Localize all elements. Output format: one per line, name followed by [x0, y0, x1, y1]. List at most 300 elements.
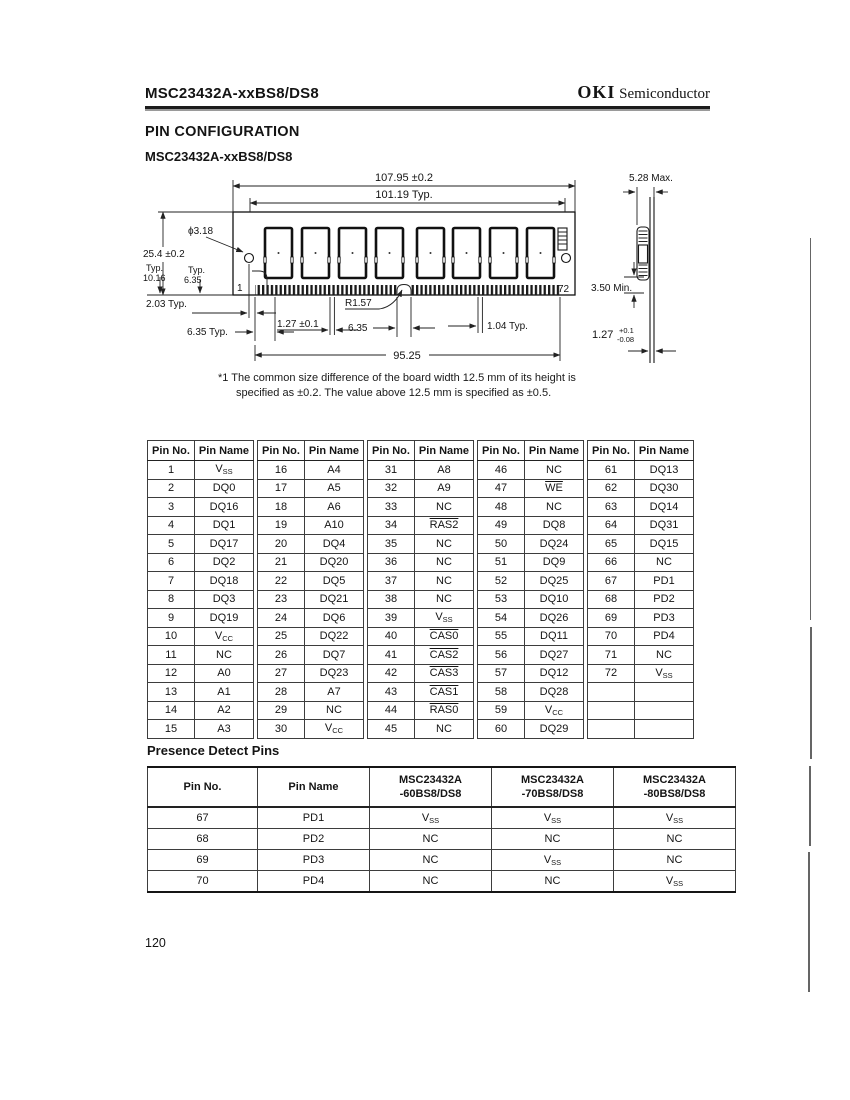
pin-row	[148, 479, 254, 498]
pin-no-cell: 48	[478, 498, 525, 517]
presence-row	[148, 871, 736, 893]
pin-name-cell: NC	[525, 498, 584, 517]
pin-name-cell: DQ28	[525, 683, 584, 702]
pin-no-cell: 32	[368, 479, 415, 498]
pin-row	[258, 553, 364, 572]
pin-no-cell: 54	[478, 609, 525, 628]
dim-board-height: 25.4 ±0.2	[143, 249, 185, 260]
pin-row	[478, 720, 584, 739]
pin-name-cell: $\overline{WE}$	[525, 479, 584, 498]
pin-name-cell: DQ15	[635, 535, 694, 554]
pin-no-cell: 21	[258, 553, 305, 572]
pin-no-cell: 13	[148, 683, 195, 702]
pin-no-cell: 26	[258, 646, 305, 665]
pin-row	[148, 701, 254, 720]
presence-col-header: MSC23432A -80BS8/DS8	[614, 767, 736, 807]
dim-radius: R1.57	[345, 298, 372, 309]
pin-row	[258, 535, 364, 554]
pin-no-cell: 60	[478, 720, 525, 739]
pin-col-header: Pin Name	[305, 441, 364, 461]
presence-value: NC	[614, 850, 736, 871]
pin-col-header: Pin No.	[258, 441, 305, 461]
pin-name-cell: NC	[415, 572, 474, 591]
pin-name-cell: A0	[195, 664, 254, 683]
presence-col-header: MSC23432A -70BS8/DS8	[492, 767, 614, 807]
pin-name-cell: DQ0	[195, 479, 254, 498]
pin-row	[478, 516, 584, 535]
pin-name-cell: DQ9	[525, 553, 584, 572]
edge-contacts-left	[255, 285, 397, 295]
pin-no-cell: 29	[258, 701, 305, 720]
pin-row	[258, 646, 364, 665]
dim-pin-width: 1.04 Typ.	[487, 321, 528, 332]
pin-no-cell: 11	[148, 646, 195, 665]
side-board-lines	[650, 197, 654, 363]
pin-no-cell: 6	[148, 553, 195, 572]
pin-row	[478, 609, 584, 628]
pin-no-cell: 62	[588, 479, 635, 498]
pin-name-cell: DQ27	[525, 646, 584, 665]
pin-row	[148, 683, 254, 702]
pin-row	[478, 498, 584, 517]
pin-name-cell: DQ14	[635, 498, 694, 517]
presence-value: NC	[492, 829, 614, 850]
pin-no-cell: 56	[478, 646, 525, 665]
pin-name-cell: A5	[305, 479, 364, 498]
pin-row	[478, 646, 584, 665]
footnote-line-1: *1 The common size difference of the board width 12.5 mm of its height is	[218, 372, 576, 384]
pin-name-cell: DQ23	[305, 664, 364, 683]
dim-thickness: 1.27	[592, 329, 614, 341]
pin-row	[478, 535, 584, 554]
pin-name-cell: DQ2	[195, 553, 254, 572]
pin-name-cell: DQ1	[195, 516, 254, 535]
pin-row	[588, 646, 694, 665]
pin-name-cell: DQ13	[635, 461, 694, 480]
dim-thickness-plus: +0.1	[619, 326, 634, 335]
dim-typ-635: 6.35	[184, 275, 202, 285]
pin-name-cell: DQ29	[525, 720, 584, 739]
header-rule	[145, 106, 710, 109]
pin-name-cell: A1	[195, 683, 254, 702]
drawing-footnote	[218, 371, 576, 401]
presence-pin-name: PD4	[258, 871, 370, 893]
dim-typ-label-a: Typ.	[146, 263, 164, 273]
pin-no-cell: 10	[148, 627, 195, 646]
pin-row	[258, 479, 364, 498]
pin-row	[478, 701, 584, 720]
small-component	[558, 228, 567, 250]
pin-name-cell	[635, 683, 694, 702]
pin-no-cell: 71	[588, 646, 635, 665]
pin-no-cell: 37	[368, 572, 415, 591]
presence-value: VSS	[614, 871, 736, 893]
pin-no-cell: 16	[258, 461, 305, 480]
pin-name-cell: NC	[635, 646, 694, 665]
pin-no-cell: 3	[148, 498, 195, 517]
pin-row	[368, 627, 474, 646]
pin-row	[588, 720, 694, 739]
pin-no-cell: 40	[368, 627, 415, 646]
pin-name-cell: RAS2	[415, 516, 474, 535]
pin-no-cell: 15	[148, 720, 195, 739]
pin-name-cell: DQ3	[195, 590, 254, 609]
pin-no-cell: 44	[368, 701, 415, 720]
pin-row	[258, 701, 364, 720]
dim-offset-b: 6.35 Typ.	[187, 327, 228, 338]
pin-row	[148, 646, 254, 665]
pin-row	[258, 572, 364, 591]
presence-pin-no: 69	[148, 850, 258, 871]
pin-name-cell: DQ18	[195, 572, 254, 591]
pin-name-cell: VSS	[635, 664, 694, 683]
pin-1-label: 1	[237, 283, 243, 294]
pin-row	[148, 553, 254, 572]
pin-no-cell: 33	[368, 498, 415, 517]
pin-no-cell: 51	[478, 553, 525, 572]
presence-pin-no: 70	[148, 871, 258, 893]
pin-col-header: Pin Name	[195, 441, 254, 461]
dim-notch-width: 6.35	[348, 323, 368, 334]
pin-no-cell: 25	[258, 627, 305, 646]
pin-name-cell: A8	[415, 461, 474, 480]
scan-artifact-line	[809, 766, 811, 846]
presence-pin-name: PD2	[258, 829, 370, 850]
pin-row	[588, 572, 694, 591]
pin-no-cell: 58	[478, 683, 525, 702]
pin-row	[588, 627, 694, 646]
pin-row	[478, 683, 584, 702]
pin-no-cell: 69	[588, 609, 635, 628]
pin-row	[588, 590, 694, 609]
pin-row	[258, 664, 364, 683]
pin-row	[368, 609, 474, 628]
presence-table	[147, 766, 736, 893]
pin-name-cell: DQ24	[525, 535, 584, 554]
pin-name-cell: DQ17	[195, 535, 254, 554]
pin-name-cell: DQ21	[305, 590, 364, 609]
pin-name-cell: DQ7	[305, 646, 364, 665]
pin-row	[478, 572, 584, 591]
pin-name-cell: A9	[415, 479, 474, 498]
pin-no-cell	[588, 701, 635, 720]
pin-row	[368, 498, 474, 517]
brand	[577, 82, 710, 103]
pin-no-cell: 55	[478, 627, 525, 646]
pin-name-cell: VSS	[415, 609, 474, 628]
dim-hole-dia: ϕ3.18	[188, 226, 214, 237]
pin-no-cell: 19	[258, 516, 305, 535]
pin-no-cell: 46	[478, 461, 525, 480]
presence-value: NC	[370, 829, 492, 850]
pin-name-cell: A6	[305, 498, 364, 517]
pin-row	[368, 646, 474, 665]
pin-no-cell: 8	[148, 590, 195, 609]
pin-table	[147, 440, 694, 739]
pin-name-cell: DQ10	[525, 590, 584, 609]
pin-name-cell: CAS2	[415, 646, 474, 665]
mounting-hole-left	[245, 254, 254, 263]
presence-pin-no: 68	[148, 829, 258, 850]
pin-row	[148, 590, 254, 609]
presence-pin-name: PD1	[258, 807, 370, 829]
pin-row	[148, 516, 254, 535]
pin-no-cell: 17	[258, 479, 305, 498]
pin-row	[368, 516, 474, 535]
pin-row	[148, 498, 254, 517]
pin-row	[588, 664, 694, 683]
pin-col-header: Pin Name	[525, 441, 584, 461]
pin-col-header: Pin Name	[415, 441, 474, 461]
pin-col-header: Pin No.	[588, 441, 635, 461]
pin-no-cell: 64	[588, 516, 635, 535]
pin-no-cell: 72	[588, 664, 635, 683]
scan-artifact-line	[808, 852, 810, 992]
pin-name-cell: PD3	[635, 609, 694, 628]
dim-typ-label-b: Typ.	[188, 265, 206, 275]
pin-name-cell: CAS0	[415, 627, 474, 646]
pin-no-cell: 59	[478, 701, 525, 720]
pin-row	[258, 461, 364, 480]
pin-row	[478, 627, 584, 646]
pin-no-cell: 52	[478, 572, 525, 591]
scan-artifact-line	[810, 238, 812, 620]
pin-no-cell: 57	[478, 664, 525, 683]
pin-row	[588, 609, 694, 628]
pin-name-cell: A2	[195, 701, 254, 720]
pin-name-cell: CAS1	[415, 683, 474, 702]
pin-row	[368, 461, 474, 480]
pin-row	[588, 535, 694, 554]
pin-no-cell: 65	[588, 535, 635, 554]
pin-no-cell: 38	[368, 590, 415, 609]
pin-name-cell: A10	[305, 516, 364, 535]
pin-name-cell: DQ11	[525, 627, 584, 646]
pin-no-cell: 47	[478, 479, 525, 498]
pin-group-table	[477, 440, 584, 739]
pin-no-cell: 18	[258, 498, 305, 517]
pin-row	[368, 701, 474, 720]
pin-no-cell: 12	[148, 664, 195, 683]
presence-row	[148, 829, 736, 850]
pin-name-cell: DQ30	[635, 479, 694, 498]
pin-name-cell: VCC	[305, 720, 364, 739]
pin-row	[588, 701, 694, 720]
pin-row	[258, 627, 364, 646]
pin-group-table	[587, 440, 694, 739]
pin-no-cell: 67	[588, 572, 635, 591]
pin-no-cell: 66	[588, 553, 635, 572]
pin-name-cell: DQ16	[195, 498, 254, 517]
pin-no-cell: 39	[368, 609, 415, 628]
pin-no-cell: 24	[258, 609, 305, 628]
pin-row	[478, 664, 584, 683]
pin-row	[478, 461, 584, 480]
presence-row	[148, 850, 736, 871]
pin-name-cell: NC	[415, 720, 474, 739]
pin-col-header: Pin No.	[478, 441, 525, 461]
pin-row	[368, 535, 474, 554]
pin-name-cell: DQ22	[305, 627, 364, 646]
pin-no-cell: 42	[368, 664, 415, 683]
pin-no-cell: 30	[258, 720, 305, 739]
page-title: PIN CONFIGURATION	[145, 124, 300, 140]
pin-group-table	[367, 440, 474, 739]
pin-row	[588, 498, 694, 517]
pin-no-cell: 35	[368, 535, 415, 554]
dim-offset-a: 2.03 Typ.	[146, 299, 187, 310]
pin-name-cell: CAS3	[415, 664, 474, 683]
pin-name-cell: VCC	[525, 701, 584, 720]
pin-name-cell: NC	[635, 553, 694, 572]
pin-name-cell: NC	[415, 535, 474, 554]
pin-row	[368, 572, 474, 591]
pin-row	[258, 609, 364, 628]
pin-no-cell: 45	[368, 720, 415, 739]
scan-artifact-line	[810, 627, 812, 759]
presence-value: NC	[492, 871, 614, 893]
pin-name-cell	[635, 701, 694, 720]
presence-title: Presence Detect Pins	[147, 743, 280, 758]
pin-name-cell: NC	[305, 701, 364, 720]
edge-contacts-right	[411, 285, 560, 295]
pin-row	[478, 590, 584, 609]
presence-pin-no: 67	[148, 807, 258, 829]
dim-contact-span: 95.25	[393, 350, 421, 362]
pin-row	[478, 479, 584, 498]
pin-name-cell: PD2	[635, 590, 694, 609]
pin-name-cell: DQ12	[525, 664, 584, 683]
pin-row	[368, 590, 474, 609]
pin-name-cell: A7	[305, 683, 364, 702]
pin-row	[588, 479, 694, 498]
pin-no-cell: 53	[478, 590, 525, 609]
pin-no-cell: 22	[258, 572, 305, 591]
pin-no-cell: 14	[148, 701, 195, 720]
pin-name-cell: DQ4	[305, 535, 364, 554]
pin-row	[148, 461, 254, 480]
pin-row	[148, 572, 254, 591]
pin-no-cell: 41	[368, 646, 415, 665]
footnote-line-2: specified as ±0.2. The value above 12.5 mm is specified as ±0.5.	[236, 387, 552, 399]
pin-name-cell	[635, 720, 694, 739]
pin-no-cell: 9	[148, 609, 195, 628]
dim-pitch: 1.27 ±0.1	[277, 319, 319, 330]
pin-row	[368, 664, 474, 683]
pin-row	[368, 683, 474, 702]
pin-col-header: Pin No.	[368, 441, 415, 461]
dim-total-width: 107.95 ±0.2	[374, 172, 434, 184]
pin-row	[588, 553, 694, 572]
pin-no-cell: 1	[148, 461, 195, 480]
pin-name-cell: A4	[305, 461, 364, 480]
pin-row	[588, 461, 694, 480]
pin-group-table	[257, 440, 364, 739]
pin-name-cell: DQ25	[525, 572, 584, 591]
pin-name-cell: NC	[525, 461, 584, 480]
pin-row	[368, 479, 474, 498]
pin-no-cell: 7	[148, 572, 195, 591]
pin-row	[258, 683, 364, 702]
pin-no-cell: 31	[368, 461, 415, 480]
pin-name-cell: DQ6	[305, 609, 364, 628]
pin-row	[148, 609, 254, 628]
mounting-hole-right	[562, 254, 571, 263]
pin-no-cell: 20	[258, 535, 305, 554]
dim-side-max: 5.28 Max.	[629, 173, 673, 184]
pin-row	[368, 720, 474, 739]
page-header	[145, 82, 710, 103]
pin-name-cell: DQ26	[525, 609, 584, 628]
pin-no-cell	[588, 720, 635, 739]
dim-typ-width: 101.19 Typ.	[375, 189, 433, 201]
presence-value: VSS	[492, 807, 614, 829]
pin-no-cell: 43	[368, 683, 415, 702]
pin-row	[148, 664, 254, 683]
pin-no-cell: 36	[368, 553, 415, 572]
pin-name-cell: NC	[415, 590, 474, 609]
pin-row	[588, 516, 694, 535]
pin-row	[258, 590, 364, 609]
pin-no-cell: 2	[148, 479, 195, 498]
presence-value: VSS	[492, 850, 614, 871]
key-notch	[397, 285, 411, 296]
pin-name-cell: DQ5	[305, 572, 364, 591]
presence-col-header: MSC23432A -60BS8/DS8	[370, 767, 492, 807]
pin-no-cell	[588, 683, 635, 702]
pin-72-label: 72	[558, 284, 570, 295]
pin-name-cell: VSS	[195, 461, 254, 480]
pin-row	[258, 720, 364, 739]
pin-name-cell: DQ19	[195, 609, 254, 628]
pin-row	[368, 553, 474, 572]
pin-no-cell: 34	[368, 516, 415, 535]
dim-thickness-minus: -0.08	[617, 335, 635, 344]
pin-no-cell: 27	[258, 664, 305, 683]
presence-value: VSS	[614, 807, 736, 829]
pin-group-table	[147, 440, 254, 739]
dim-typ-1016: 10.16	[143, 273, 166, 283]
presence-value: VSS	[370, 807, 492, 829]
pin-name-cell: NC	[415, 498, 474, 517]
pin-col-header: Pin No.	[148, 441, 195, 461]
pin-name-cell: VCC	[195, 627, 254, 646]
pin-row	[148, 627, 254, 646]
pin-name-cell: NC	[195, 646, 254, 665]
pin-no-cell: 61	[588, 461, 635, 480]
presence-value: NC	[614, 829, 736, 850]
page-number: 120	[145, 936, 166, 950]
pin-no-cell: 49	[478, 516, 525, 535]
presence-value: NC	[370, 871, 492, 893]
presence-value: NC	[370, 850, 492, 871]
pin-name-cell: A3	[195, 720, 254, 739]
pin-row	[588, 683, 694, 702]
pin-row	[148, 535, 254, 554]
pin-name-cell: PD4	[635, 627, 694, 646]
presence-pin-name: PD3	[258, 850, 370, 871]
pin-no-cell: 4	[148, 516, 195, 535]
dim-side-min: 3.50 Min.	[591, 283, 633, 294]
pin-no-cell: 63	[588, 498, 635, 517]
presence-row	[148, 807, 736, 829]
pin-row	[258, 498, 364, 517]
pin-name-cell: RAS0	[415, 701, 474, 720]
pin-name-cell: DQ8	[525, 516, 584, 535]
pin-name-cell: PD1	[635, 572, 694, 591]
pin-no-cell: 5	[148, 535, 195, 554]
pin-row	[258, 516, 364, 535]
